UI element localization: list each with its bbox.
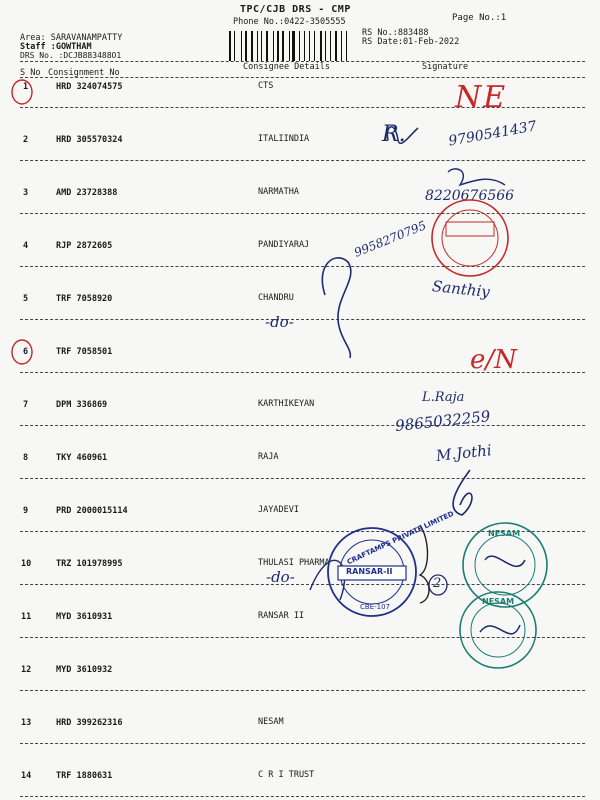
handwritten-ein: e/N: [470, 345, 517, 375]
row-consignee-name: THULASI PHARMA: [258, 558, 330, 568]
row-serial-number: 5: [23, 294, 29, 304]
rs-number: RS No.:883488: [362, 28, 429, 38]
row-serial-number: 1: [23, 82, 29, 92]
red-round-stamp: [432, 200, 508, 276]
row-consignment-number: MYD 3610932: [56, 665, 113, 675]
row-consignee-name: NESAM: [258, 717, 284, 727]
row-consignee-name: CTS: [258, 81, 274, 91]
handwritten-ditto-6: -do-: [265, 313, 294, 331]
phone-number: Phone No.:0422-3505555: [233, 17, 346, 27]
row-serial-number: 14: [21, 771, 32, 781]
handwritten-ditto-12: -do-: [266, 568, 295, 586]
row-consignment-number: HRD 305570324: [56, 135, 123, 145]
col-header-details: Consignee Details: [243, 62, 330, 72]
row-serial-number: 8: [23, 453, 29, 463]
row-consignment-number: TRZ 101978995: [56, 559, 123, 569]
row-serial-number: 2: [23, 135, 29, 145]
staff-label: Staff :GOWTHAM: [20, 42, 92, 52]
col-header-sno: S No: [20, 68, 41, 78]
handwritten-count: 2: [433, 576, 442, 591]
area-label: Area: SARAVANAMPATTY: [20, 33, 123, 43]
handwritten-ne: NE: [455, 80, 508, 115]
rs-date: RS Date:01-Feb-2022: [362, 37, 460, 47]
row-consignee-name: CHANDRU: [258, 293, 294, 303]
scribble-row-5-6: [322, 258, 351, 358]
row-serial-number: 7: [23, 400, 29, 410]
scribble-row-3: [448, 169, 505, 185]
scribble-row-10: [453, 470, 472, 515]
row-consignment-number: TRF 1880631: [56, 771, 113, 781]
row-consignee-name: ITALIINDIA: [258, 134, 310, 144]
row-consignment-number: RJP 2872605: [56, 241, 113, 251]
nesam-stamp-bottom-text: NESAM: [482, 597, 515, 606]
handwritten-phone-3: 8220676566: [425, 188, 515, 204]
circle-mark-row-7: [12, 340, 32, 364]
handwritten-sig-5: Santhiy: [431, 277, 491, 301]
row-serial-number: 12: [21, 665, 32, 675]
ransar-stamp-code: CBE-107: [360, 603, 390, 611]
row-consignment-number: PRD 2000015114: [56, 506, 128, 516]
row-consignment-number: DPM 336869: [56, 400, 108, 410]
nesam-stamp-top-text: NESAM: [488, 529, 521, 538]
row-serial-number: 9: [23, 506, 29, 516]
col-header-consignment: Consignment No: [48, 68, 120, 78]
row-consignment-number: TKY 460961: [56, 453, 108, 463]
ransar-stamp-name: RANSAR-II: [346, 567, 393, 576]
row-consignee-name: RAJA: [258, 452, 279, 462]
row-consignment-number: TRF 7058501: [56, 347, 113, 357]
row-consignee-name: JAYADEVI: [258, 505, 299, 515]
col-header-signature: Signature: [422, 62, 469, 72]
row-serial-number: 13: [21, 718, 32, 728]
circle-mark-row-1: [12, 80, 32, 104]
row-consignee-name: C R I TRUST: [258, 770, 315, 780]
row-serial-number: 3: [23, 188, 29, 198]
row-consignee-name: PANDIYARAJ: [258, 240, 310, 250]
handwritten-phone-2: 9790541437: [447, 118, 538, 150]
handwritten-sig-9: M.Jothi: [435, 441, 493, 465]
row-consignment-number: HRD 399262316: [56, 718, 123, 728]
row-consignment-number: AMD 23728388: [56, 188, 118, 198]
row-serial-number: 4: [23, 241, 29, 251]
row-consignment-number: TRF 7058920: [56, 294, 113, 304]
row-serial-number: 11: [21, 612, 32, 622]
row-consignment-number: MYD 3610931: [56, 612, 113, 622]
brace-mark: [420, 525, 429, 603]
document-title: TPC/CJB DRS - CMP: [240, 4, 351, 15]
drs-number: DRS No. :DCJB883488O1: [20, 51, 122, 60]
ransar-stamp-ring: CRAFTAMPS PRIVATE LIMITED: [345, 509, 456, 567]
row-consignment-number: HRD 324074575: [56, 82, 123, 92]
handwritten-phone-4: 9958270795: [352, 218, 429, 260]
page-number: Page No.:1: [452, 13, 507, 23]
handwritten-sig-8: L.Raja: [422, 390, 465, 405]
row-consignee-name: NARMATHA: [258, 187, 299, 197]
handwritten-sig-2: R.: [382, 122, 406, 147]
row-serial-number: 10: [21, 559, 32, 569]
row-consignee-name: RANSAR II: [258, 611, 305, 621]
row-consignee-name: KARTHIKEYAN: [258, 399, 315, 409]
handwritten-phone-8: 9865032259: [394, 407, 492, 435]
row-serial-number: 6: [23, 347, 29, 357]
